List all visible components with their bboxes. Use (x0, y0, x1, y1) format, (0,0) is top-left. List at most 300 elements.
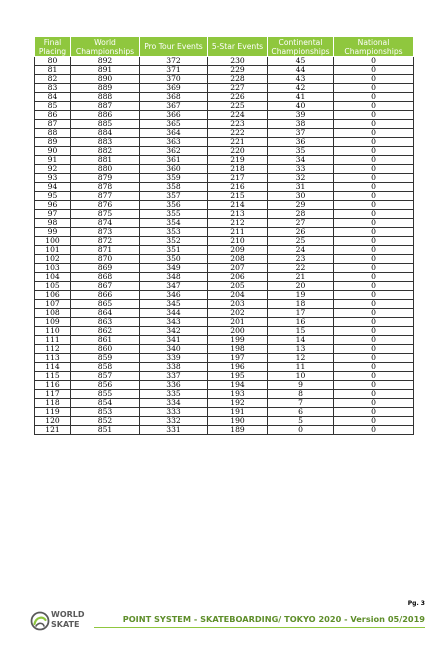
cell-final-placing: 83 (35, 84, 71, 93)
cell-continental-championships: 19 (268, 291, 334, 300)
table-row (35, 246, 414, 255)
cell-final-placing: 101 (35, 246, 71, 255)
table-row (35, 390, 414, 399)
cell-world-championships: 866 (71, 291, 140, 300)
footer-title: POINT SYSTEM - SKATEBOARDING/ TOKYO 2020 - Version 05/2019 (122, 614, 425, 624)
header-pro-tour-events: Pro Tour Events (140, 37, 208, 57)
cell-continental-championships: 20 (268, 282, 334, 291)
cell-pro-tour-events: 349 (140, 264, 208, 273)
cell-5-star-events: 214 (208, 201, 268, 210)
cell-world-championships: 873 (71, 228, 140, 237)
cell-continental-championships: 26 (268, 228, 334, 237)
cell-world-championships: 876 (71, 201, 140, 210)
cell-pro-tour-events: 343 (140, 318, 208, 327)
cell-national-championships: 0 (334, 264, 414, 273)
cell-national-championships: 0 (334, 282, 414, 291)
table-row (35, 237, 414, 246)
table-row (35, 381, 414, 390)
cell-continental-championships: 23 (268, 255, 334, 264)
cell-national-championships: 0 (334, 381, 414, 390)
cell-final-placing: 81 (35, 66, 71, 75)
cell-national-championships: 0 (334, 66, 414, 75)
cell-5-star-events: 211 (208, 228, 268, 237)
table-row (35, 345, 414, 354)
cell-pro-tour-events: 371 (140, 66, 208, 75)
cell-national-championships: 0 (334, 183, 414, 192)
table-row (35, 408, 414, 417)
table-row (35, 264, 414, 273)
cell-pro-tour-events: 332 (140, 417, 208, 426)
cell-world-championships: 878 (71, 183, 140, 192)
cell-continental-championships: 39 (268, 111, 334, 120)
cell-final-placing: 88 (35, 129, 71, 138)
cell-5-star-events: 220 (208, 147, 268, 156)
cell-5-star-events: 210 (208, 237, 268, 246)
cell-5-star-events: 219 (208, 156, 268, 165)
table-row (35, 417, 414, 426)
cell-world-championships: 860 (71, 345, 140, 354)
cell-national-championships: 0 (334, 165, 414, 174)
cell-national-championships: 0 (334, 210, 414, 219)
cell-5-star-events: 216 (208, 183, 268, 192)
cell-world-championships: 885 (71, 120, 140, 129)
table-row (35, 372, 414, 381)
cell-pro-tour-events: 348 (140, 273, 208, 282)
cell-world-championships: 868 (71, 273, 140, 282)
cell-national-championships: 0 (334, 408, 414, 417)
cell-5-star-events: 191 (208, 408, 268, 417)
cell-5-star-events: 209 (208, 246, 268, 255)
table-row (35, 363, 414, 372)
cell-national-championships: 0 (334, 138, 414, 147)
table-row (35, 102, 414, 111)
cell-national-championships: 0 (334, 273, 414, 282)
cell-continental-championships: 9 (268, 381, 334, 390)
cell-final-placing: 82 (35, 75, 71, 84)
cell-5-star-events: 217 (208, 174, 268, 183)
cell-world-championships: 858 (71, 363, 140, 372)
cell-world-championships: 886 (71, 111, 140, 120)
table-row (35, 255, 414, 264)
cell-5-star-events: 198 (208, 345, 268, 354)
cell-continental-championships: 12 (268, 354, 334, 363)
cell-continental-championships: 41 (268, 93, 334, 102)
cell-national-championships: 0 (334, 147, 414, 156)
table-row (35, 138, 414, 147)
cell-final-placing: 87 (35, 120, 71, 129)
table-row (35, 66, 414, 75)
cell-national-championships: 0 (334, 93, 414, 102)
cell-5-star-events: 221 (208, 138, 268, 147)
cell-final-placing: 118 (35, 399, 71, 408)
cell-continental-championships: 8 (268, 390, 334, 399)
cell-national-championships: 0 (334, 228, 414, 237)
cell-final-placing: 109 (35, 318, 71, 327)
cell-final-placing: 114 (35, 363, 71, 372)
table-row (35, 84, 414, 93)
cell-final-placing: 91 (35, 156, 71, 165)
cell-world-championships: 887 (71, 102, 140, 111)
table-row (35, 399, 414, 408)
points-table (34, 36, 414, 435)
cell-final-placing: 117 (35, 390, 71, 399)
cell-world-championships: 867 (71, 282, 140, 291)
cell-continental-championships: 18 (268, 300, 334, 309)
cell-pro-tour-events: 368 (140, 93, 208, 102)
table-row (35, 147, 414, 156)
cell-5-star-events: 190 (208, 417, 268, 426)
cell-continental-championships: 42 (268, 84, 334, 93)
cell-5-star-events: 223 (208, 120, 268, 129)
cell-world-championships: 874 (71, 219, 140, 228)
cell-continental-championships: 5 (268, 417, 334, 426)
cell-world-championships: 890 (71, 75, 140, 84)
table-row (35, 156, 414, 165)
table-row (35, 93, 414, 102)
cell-national-championships: 0 (334, 201, 414, 210)
cell-pro-tour-events: 346 (140, 291, 208, 300)
footer-divider (94, 627, 425, 628)
cell-national-championships: 0 (334, 246, 414, 255)
cell-5-star-events: 213 (208, 210, 268, 219)
cell-national-championships: 0 (334, 399, 414, 408)
cell-world-championships: 872 (71, 237, 140, 246)
cell-5-star-events: 202 (208, 309, 268, 318)
cell-5-star-events: 225 (208, 102, 268, 111)
cell-5-star-events: 205 (208, 282, 268, 291)
cell-world-championships: 888 (71, 93, 140, 102)
cell-pro-tour-events: 340 (140, 345, 208, 354)
cell-final-placing: 80 (35, 57, 71, 66)
cell-pro-tour-events: 347 (140, 282, 208, 291)
cell-pro-tour-events: 350 (140, 255, 208, 264)
cell-5-star-events: 222 (208, 129, 268, 138)
cell-continental-championships: 21 (268, 273, 334, 282)
cell-world-championships: 863 (71, 318, 140, 327)
page-number: Pg. 3 (407, 600, 425, 607)
table-row (35, 183, 414, 192)
cell-continental-championships: 10 (268, 372, 334, 381)
cell-final-placing: 97 (35, 210, 71, 219)
cell-national-championships: 0 (334, 363, 414, 372)
cell-world-championships: 869 (71, 264, 140, 273)
cell-final-placing: 110 (35, 327, 71, 336)
cell-5-star-events: 208 (208, 255, 268, 264)
cell-final-placing: 113 (35, 354, 71, 363)
cell-national-championships: 0 (334, 354, 414, 363)
cell-pro-tour-events: 358 (140, 183, 208, 192)
cell-final-placing: 103 (35, 264, 71, 273)
cell-national-championships: 0 (334, 129, 414, 138)
cell-continental-championships: 44 (268, 66, 334, 75)
cell-final-placing: 99 (35, 228, 71, 237)
cell-national-championships: 0 (334, 57, 414, 66)
table-row (35, 309, 414, 318)
cell-continental-championships: 17 (268, 309, 334, 318)
cell-final-placing: 107 (35, 300, 71, 309)
cell-5-star-events: 189 (208, 426, 268, 435)
header-national-championships: National Championships (334, 37, 414, 57)
table-row (35, 282, 414, 291)
cell-pro-tour-events: 361 (140, 156, 208, 165)
cell-5-star-events: 204 (208, 291, 268, 300)
table-row (35, 318, 414, 327)
cell-pro-tour-events: 339 (140, 354, 208, 363)
cell-pro-tour-events: 359 (140, 174, 208, 183)
cell-pro-tour-events: 364 (140, 129, 208, 138)
cell-world-championships: 856 (71, 381, 140, 390)
table-row (35, 336, 414, 345)
cell-5-star-events: 197 (208, 354, 268, 363)
cell-final-placing: 89 (35, 138, 71, 147)
cell-continental-championships: 11 (268, 363, 334, 372)
cell-5-star-events: 218 (208, 165, 268, 174)
cell-5-star-events: 194 (208, 381, 268, 390)
cell-national-championships: 0 (334, 174, 414, 183)
cell-national-championships: 0 (334, 111, 414, 120)
cell-pro-tour-events: 345 (140, 300, 208, 309)
cell-continental-championships: 29 (268, 201, 334, 210)
table-row (35, 354, 414, 363)
table-row (35, 327, 414, 336)
table-row (35, 300, 414, 309)
cell-5-star-events: 195 (208, 372, 268, 381)
cell-world-championships: 880 (71, 165, 140, 174)
cell-world-championships: 859 (71, 354, 140, 363)
cell-5-star-events: 203 (208, 300, 268, 309)
header-continental-championships: Continental Championships (268, 37, 334, 57)
cell-final-placing: 92 (35, 165, 71, 174)
cell-pro-tour-events: 335 (140, 390, 208, 399)
cell-5-star-events: 192 (208, 399, 268, 408)
header-world-championships: World Championships (71, 37, 140, 57)
cell-continental-championships: 33 (268, 165, 334, 174)
cell-final-placing: 102 (35, 255, 71, 264)
table-row (35, 210, 414, 219)
cell-national-championships: 0 (334, 219, 414, 228)
cell-world-championships: 861 (71, 336, 140, 345)
cell-continental-championships: 22 (268, 264, 334, 273)
table-row (35, 273, 414, 282)
cell-pro-tour-events: 352 (140, 237, 208, 246)
cell-world-championships: 864 (71, 309, 140, 318)
cell-continental-championships: 7 (268, 399, 334, 408)
table-row (35, 219, 414, 228)
header-5-star-events: 5-Star Events (208, 37, 268, 57)
cell-world-championships: 882 (71, 147, 140, 156)
cell-final-placing: 95 (35, 192, 71, 201)
table-row (35, 192, 414, 201)
cell-5-star-events: 199 (208, 336, 268, 345)
cell-pro-tour-events: 365 (140, 120, 208, 129)
cell-final-placing: 104 (35, 273, 71, 282)
cell-national-championships: 0 (334, 327, 414, 336)
cell-continental-championships: 34 (268, 156, 334, 165)
cell-world-championships: 883 (71, 138, 140, 147)
cell-national-championships: 0 (334, 417, 414, 426)
cell-world-championships: 857 (71, 372, 140, 381)
cell-final-placing: 93 (35, 174, 71, 183)
cell-national-championships: 0 (334, 345, 414, 354)
cell-pro-tour-events: 362 (140, 147, 208, 156)
cell-final-placing: 108 (35, 309, 71, 318)
cell-pro-tour-events: 366 (140, 111, 208, 120)
table-row (35, 57, 414, 66)
cell-continental-championships: 15 (268, 327, 334, 336)
cell-continental-championships: 36 (268, 138, 334, 147)
cell-5-star-events: 229 (208, 66, 268, 75)
cell-continental-championships: 32 (268, 174, 334, 183)
cell-continental-championships: 13 (268, 345, 334, 354)
cell-national-championships: 0 (334, 426, 414, 435)
cell-national-championships: 0 (334, 291, 414, 300)
cell-continental-championships: 43 (268, 75, 334, 84)
table-row (35, 129, 414, 138)
cell-5-star-events: 224 (208, 111, 268, 120)
logo-line-skate: SKATE (51, 620, 80, 629)
cell-pro-tour-events: 338 (140, 363, 208, 372)
cell-final-placing: 85 (35, 102, 71, 111)
cell-5-star-events: 226 (208, 93, 268, 102)
cell-final-placing: 111 (35, 336, 71, 345)
logo-text (51, 610, 85, 630)
cell-national-championships: 0 (334, 255, 414, 264)
cell-national-championships: 0 (334, 300, 414, 309)
cell-continental-championships: 6 (268, 408, 334, 417)
cell-final-placing: 119 (35, 408, 71, 417)
header-final-placing: Final Placing (35, 37, 71, 57)
cell-national-championships: 0 (334, 237, 414, 246)
cell-pro-tour-events: 331 (140, 426, 208, 435)
cell-pro-tour-events: 341 (140, 336, 208, 345)
cell-national-championships: 0 (334, 318, 414, 327)
cell-pro-tour-events: 354 (140, 219, 208, 228)
cell-pro-tour-events: 370 (140, 75, 208, 84)
cell-5-star-events: 227 (208, 84, 268, 93)
cell-pro-tour-events: 372 (140, 57, 208, 66)
table-row (35, 174, 414, 183)
cell-national-championships: 0 (334, 156, 414, 165)
cell-5-star-events: 201 (208, 318, 268, 327)
table-row (35, 201, 414, 210)
cell-final-placing: 94 (35, 183, 71, 192)
cell-continental-championships: 0 (268, 426, 334, 435)
cell-5-star-events: 212 (208, 219, 268, 228)
cell-final-placing: 112 (35, 345, 71, 354)
cell-continental-championships: 24 (268, 246, 334, 255)
cell-final-placing: 105 (35, 282, 71, 291)
cell-world-championships: 875 (71, 210, 140, 219)
cell-pro-tour-events: 337 (140, 372, 208, 381)
cell-final-placing: 90 (35, 147, 71, 156)
cell-world-championships: 865 (71, 300, 140, 309)
cell-pro-tour-events: 355 (140, 210, 208, 219)
cell-pro-tour-events: 334 (140, 399, 208, 408)
cell-continental-championships: 35 (268, 147, 334, 156)
cell-final-placing: 86 (35, 111, 71, 120)
cell-continental-championships: 38 (268, 120, 334, 129)
cell-continental-championships: 31 (268, 183, 334, 192)
cell-5-star-events: 196 (208, 363, 268, 372)
cell-world-championships: 877 (71, 192, 140, 201)
cell-continental-championships: 27 (268, 219, 334, 228)
cell-world-championships: 870 (71, 255, 140, 264)
cell-5-star-events: 200 (208, 327, 268, 336)
cell-continental-championships: 40 (268, 102, 334, 111)
cell-pro-tour-events: 356 (140, 201, 208, 210)
cell-world-championships: 855 (71, 390, 140, 399)
cell-final-placing: 121 (35, 426, 71, 435)
cell-world-championships: 884 (71, 129, 140, 138)
cell-world-championships: 852 (71, 417, 140, 426)
cell-5-star-events: 230 (208, 57, 268, 66)
cell-pro-tour-events: 333 (140, 408, 208, 417)
cell-world-championships: 854 (71, 399, 140, 408)
table-row (35, 165, 414, 174)
cell-pro-tour-events: 360 (140, 165, 208, 174)
cell-pro-tour-events: 351 (140, 246, 208, 255)
logo-line-world: WORLD (51, 610, 85, 619)
cell-pro-tour-events: 342 (140, 327, 208, 336)
cell-national-championships: 0 (334, 102, 414, 111)
cell-final-placing: 84 (35, 93, 71, 102)
cell-national-championships: 0 (334, 75, 414, 84)
cell-world-championships: 851 (71, 426, 140, 435)
cell-pro-tour-events: 363 (140, 138, 208, 147)
table-row (35, 75, 414, 84)
cell-continental-championships: 14 (268, 336, 334, 345)
cell-world-championships: 891 (71, 66, 140, 75)
cell-world-championships: 879 (71, 174, 140, 183)
cell-pro-tour-events: 369 (140, 84, 208, 93)
cell-pro-tour-events: 336 (140, 381, 208, 390)
cell-national-championships: 0 (334, 192, 414, 201)
cell-national-championships: 0 (334, 372, 414, 381)
cell-pro-tour-events: 357 (140, 192, 208, 201)
table-header-row (35, 37, 414, 57)
cell-5-star-events: 215 (208, 192, 268, 201)
cell-national-championships: 0 (334, 336, 414, 345)
table-row (35, 426, 414, 435)
cell-world-championships: 892 (71, 57, 140, 66)
cell-5-star-events: 193 (208, 390, 268, 399)
swirl-logo-icon (30, 610, 50, 632)
cell-final-placing: 106 (35, 291, 71, 300)
cell-national-championships: 0 (334, 390, 414, 399)
cell-continental-championships: 28 (268, 210, 334, 219)
cell-continental-championships: 30 (268, 192, 334, 201)
cell-continental-championships: 25 (268, 237, 334, 246)
table-row (35, 120, 414, 129)
cell-5-star-events: 228 (208, 75, 268, 84)
cell-continental-championships: 16 (268, 318, 334, 327)
cell-national-championships: 0 (334, 309, 414, 318)
cell-final-placing: 100 (35, 237, 71, 246)
cell-world-championships: 889 (71, 84, 140, 93)
cell-5-star-events: 207 (208, 264, 268, 273)
cell-world-championships: 871 (71, 246, 140, 255)
cell-continental-championships: 37 (268, 129, 334, 138)
cell-final-placing: 120 (35, 417, 71, 426)
cell-final-placing: 116 (35, 381, 71, 390)
table-row (35, 111, 414, 120)
cell-national-championships: 0 (334, 84, 414, 93)
cell-national-championships: 0 (334, 120, 414, 129)
cell-world-championships: 881 (71, 156, 140, 165)
cell-pro-tour-events: 367 (140, 102, 208, 111)
table-row (35, 228, 414, 237)
cell-final-placing: 98 (35, 219, 71, 228)
